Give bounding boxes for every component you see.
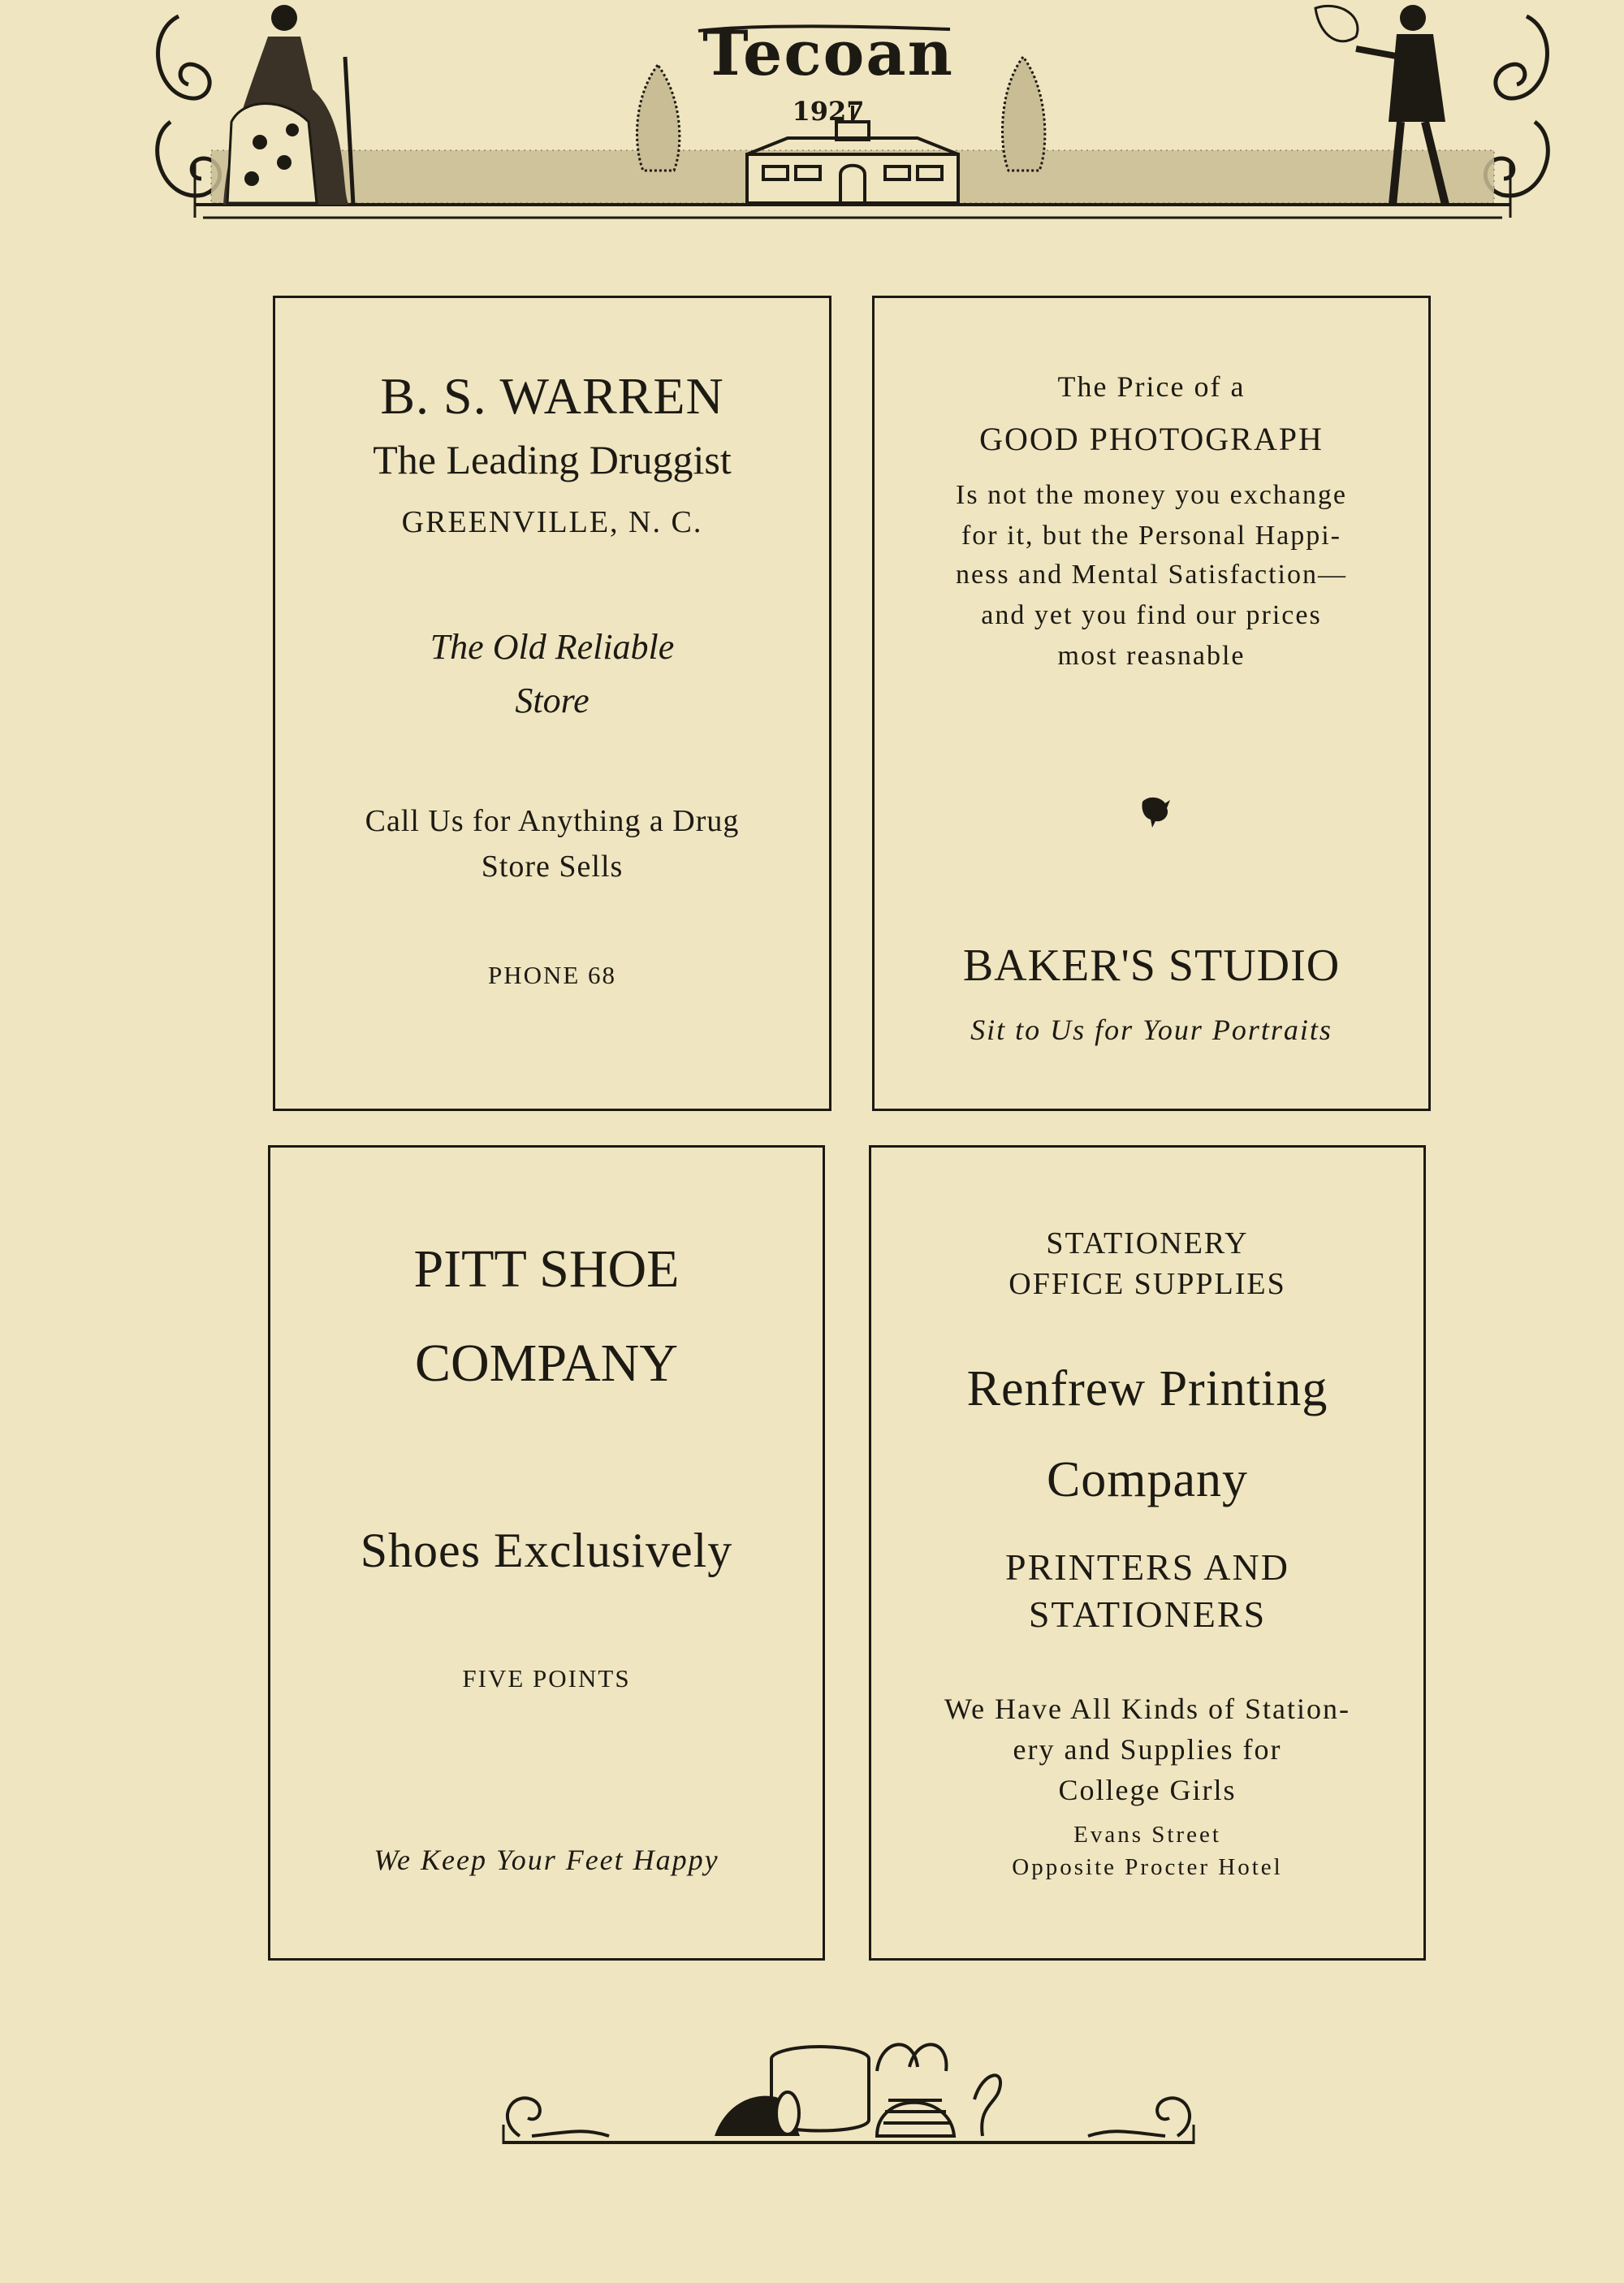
ad-body-line4: and yet you find our prices [981, 600, 1322, 630]
tree-right [1003, 57, 1045, 171]
ad-bakers-studio [872, 296, 1431, 1111]
printers-mark-icon [1138, 793, 1173, 829]
lady-figure [223, 5, 353, 205]
footer-hats-ornament [495, 2022, 1202, 2152]
ad-name: B. S. WARREN [380, 367, 724, 425]
ad-call-line2: Store Sells [481, 850, 624, 884]
ad-body-line1: We Have All Kinds of Station- [944, 1693, 1351, 1725]
ad-slogan-line2: Store [515, 681, 590, 720]
ad-body-line2: for it, but the Personal Happi- [961, 521, 1342, 551]
ad-headline: GOOD PHOTOGRAPH [979, 421, 1324, 457]
ad-pitt-shoe-company [268, 1145, 825, 1961]
ad-trade-line2: STATIONERS [1028, 1593, 1267, 1635]
ad-name-line2: COMPANY [414, 1334, 678, 1393]
ad-call-line1: Call Us for Anything a Drug [365, 804, 740, 838]
ad-address-line2: Opposite Procter Hotel [1012, 1854, 1283, 1880]
ad-slogan: Sit to Us for Your Portraits [970, 1014, 1332, 1046]
left-scroll-ornament [158, 16, 220, 196]
ad-phone: PHONE 68 [487, 961, 617, 989]
ad-body-line5: most reasnable [1057, 641, 1246, 671]
ad-name-line2: Company [1046, 1452, 1249, 1507]
ad-name: BAKER'S STUDIO [962, 940, 1341, 991]
ad-trade-line1: PRINTERS AND [1005, 1546, 1289, 1588]
ad-body-line2: ery and Supplies for [1013, 1733, 1282, 1766]
ad-bs-warren [273, 296, 831, 1111]
ad-renfrew-printing [869, 1145, 1426, 1961]
ad-slogan-line1: The Old Reliable [430, 627, 675, 667]
footer-scroll-right [1088, 2098, 1190, 2136]
tree-left [637, 65, 680, 171]
masthead-year: 1927 [792, 96, 865, 127]
ad-top-line2: OFFICE SUPPLIES [1009, 1267, 1286, 1301]
ad-body-line3: ness and Mental Satisfaction— [956, 560, 1347, 590]
masthead-title: Tecoan [702, 17, 954, 89]
ad-location: FIVE POINTS [462, 1664, 631, 1693]
right-scroll-ornament [1485, 16, 1548, 196]
ad-slogan: We Keep Your Feet Happy [374, 1844, 719, 1876]
ad-city: GREENVILLE, N. C. [401, 505, 703, 539]
feathered-hat-icon [877, 2044, 954, 2136]
ad-tagline: Shoes Exclusively [360, 1524, 733, 1577]
ad-top-line1: STATIONERY [1046, 1226, 1249, 1260]
ad-address-line1: Evans Street [1073, 1822, 1221, 1848]
ad-name-line1: Renfrew Printing [966, 1361, 1328, 1416]
ad-lead: The Price of a [1057, 370, 1246, 403]
ad-tagline: The Leading Druggist [373, 437, 732, 482]
footer-scroll-left [508, 2098, 609, 2136]
ad-body-line3: College Girls [1058, 1774, 1237, 1806]
ad-body-line1: Is not the money you exchange [956, 480, 1347, 510]
ad-name-line1: PITT SHOE [413, 1239, 680, 1299]
